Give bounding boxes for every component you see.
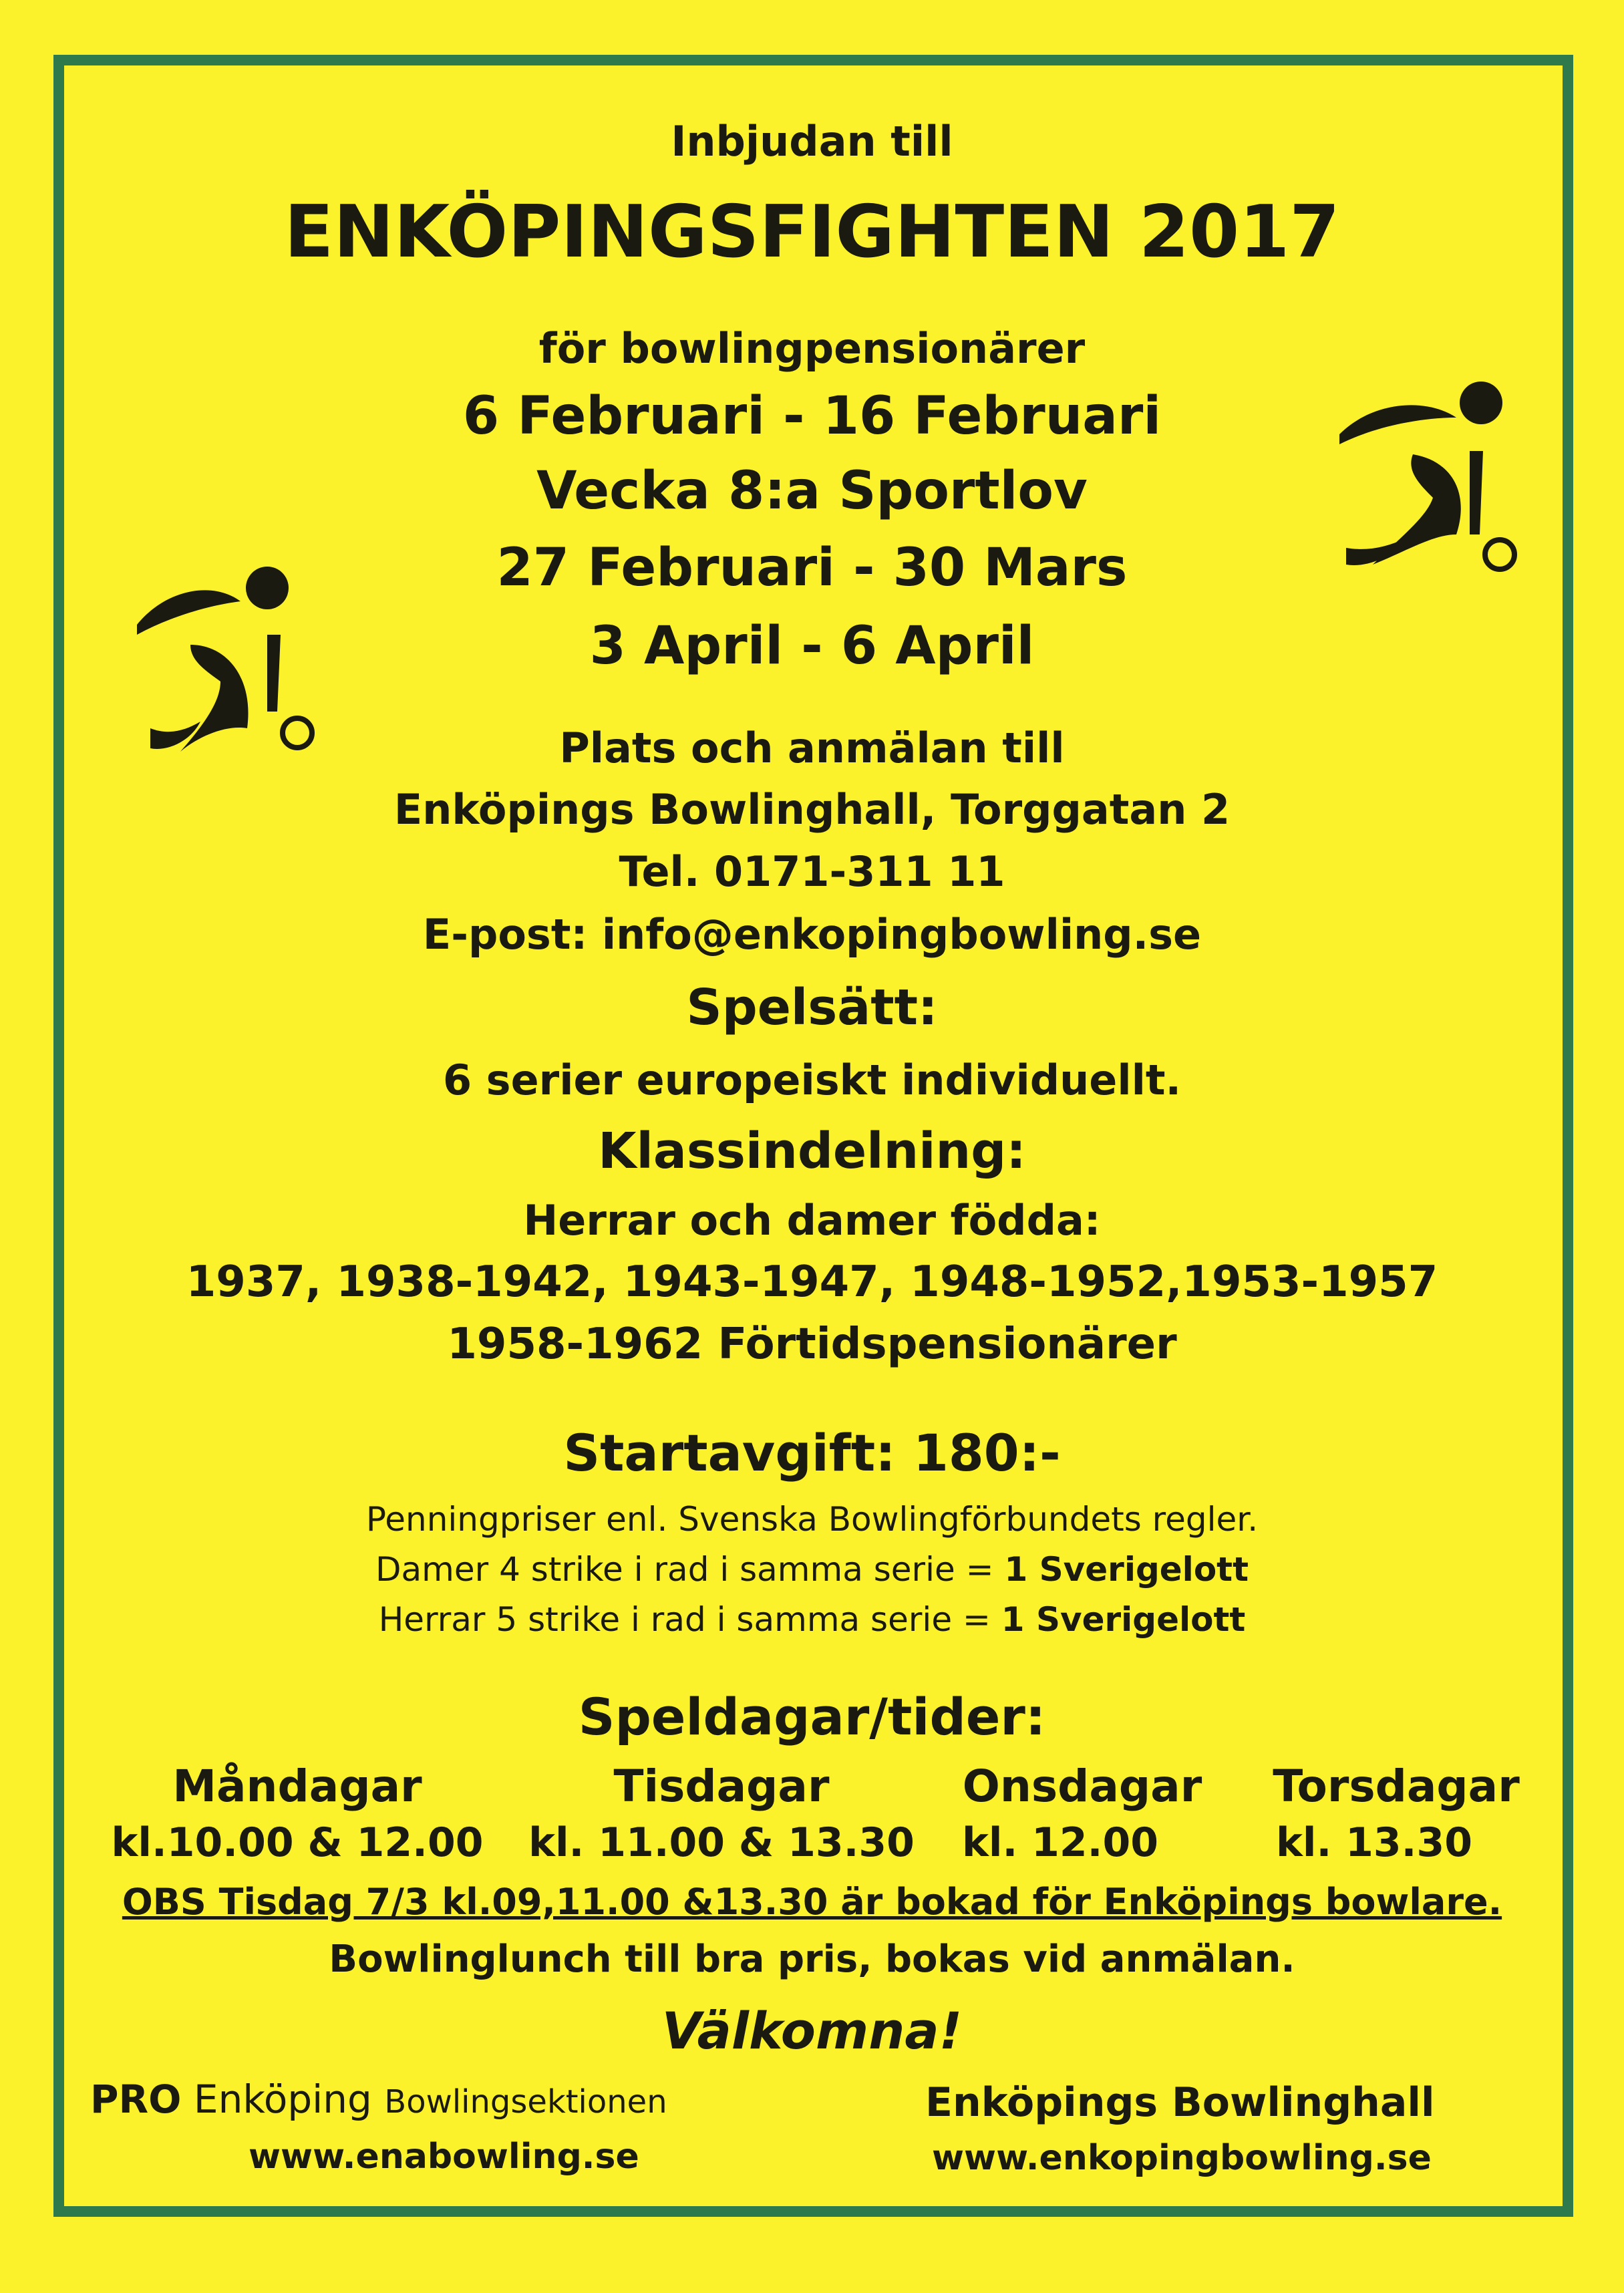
fee-men-prize: 1 Sverigelott xyxy=(1001,1600,1246,1639)
footer-left-url[interactable]: www.enabowling.se xyxy=(249,2137,639,2177)
venue-phone: Tel. 0171-311 11 xyxy=(619,847,1005,896)
fee-men-line xyxy=(0,1600,1624,1639)
page-title: ENKÖPINGSFIGHTEN 2017 xyxy=(284,190,1340,274)
schedule-time-tuesday: kl. 11.00 & 13.30 xyxy=(528,1819,915,1866)
period-3: 27 Februari - 30 Mars xyxy=(496,538,1128,598)
footer-left-org-section: Bowlingsektionen xyxy=(384,2083,667,2121)
period-1: 6 Februari - 16 Februari xyxy=(462,386,1162,446)
footer-right-org: Enköpings Bowlinghall xyxy=(925,2079,1435,2126)
schedule-lunch: Bowlinglunch till bra pris, bokas vid anmälan. xyxy=(329,1938,1295,1981)
footer-right-url[interactable]: www.enkopingbowling.se xyxy=(932,2138,1432,2178)
footer-left-org xyxy=(90,2077,667,2122)
schedule-time-thursday: kl. 13.30 xyxy=(1276,1819,1472,1866)
footer-left-org-bold: PRO xyxy=(90,2077,182,2122)
classes-subheading: Herrar och damer födda: xyxy=(523,1196,1101,1245)
period-4: 3 April - 6 April xyxy=(589,616,1035,676)
schedule-time-monday: kl.10.00 & 12.00 xyxy=(111,1819,484,1866)
schedule-day-tuesday: Tisdagar xyxy=(613,1761,830,1812)
fee-women-prize: 1 Sverigelott xyxy=(1004,1550,1249,1589)
schedule-heading: Speldagar/tider: xyxy=(578,1687,1046,1746)
period-2: Vecka 8:a Sportlov xyxy=(536,461,1088,521)
invitation-text: Inbjudan till xyxy=(671,117,953,166)
venue-address: Enköpings Bowlinghall, Torggatan 2 xyxy=(393,785,1231,834)
schedule-note: OBS Tisdag 7/3 kl.09,11.00 &13.30 är bokad för Enköpings bowlare. xyxy=(122,1881,1502,1923)
fee-prizes: Penningpriser enl. Svenska Bowlingförbundets regler. xyxy=(365,1500,1259,1539)
footer-left-org-name: Enköping xyxy=(193,2077,372,2122)
fee-heading: Startavgift: 180:- xyxy=(563,1423,1061,1483)
classes-line-1: 1937, 1938-1942, 1943-1947, 1948-1952,1953-1957 xyxy=(186,1257,1438,1307)
fee-women-line xyxy=(0,1550,1624,1589)
classes-heading: Klassindelning: xyxy=(598,1122,1026,1180)
venue-heading: Plats och anmälan till xyxy=(559,724,1065,772)
fee-men-prefix: Herrar 5 strike i rad i samma serie = xyxy=(378,1600,991,1639)
schedule-day-monday: Måndagar xyxy=(172,1761,422,1812)
format-heading: Spelsätt: xyxy=(686,979,938,1036)
format-text: 6 serier europeiskt individuellt. xyxy=(442,1056,1182,1104)
welcome-text: Välkomna! xyxy=(661,2001,963,2060)
schedule-time-wednesday: kl. 12.00 xyxy=(962,1819,1158,1866)
fee-women-prefix: Damer 4 strike i rad i samma serie = xyxy=(375,1550,994,1589)
schedule-day-thursday: Torsdagar xyxy=(1273,1761,1520,1812)
venue-email: E-post: info@enkopingbowling.se xyxy=(422,910,1202,959)
classes-line-2: 1958-1962 Förtidspensionärer xyxy=(447,1320,1177,1369)
schedule-day-wednesday: Onsdagar xyxy=(962,1761,1202,1812)
audience-text: för bowlingpensionärer xyxy=(538,324,1086,373)
